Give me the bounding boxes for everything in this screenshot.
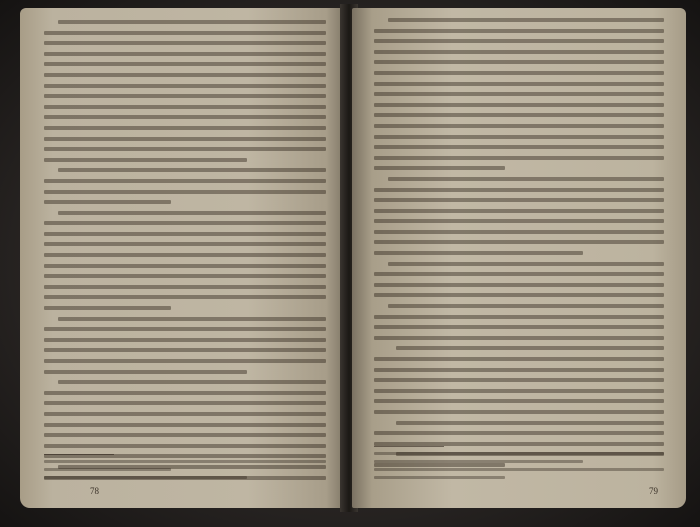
left-page-number: 78: [90, 486, 99, 496]
right-footnote-rule: [374, 446, 444, 447]
left-footnote-rule: [44, 454, 114, 455]
left-page-body-text: [44, 20, 326, 486]
left-footnotes: [44, 460, 326, 484]
left-page: [20, 8, 346, 508]
right-footnotes: [374, 452, 664, 484]
right-page-number: 79: [649, 486, 658, 496]
right-page-body-text: [374, 18, 664, 474]
right-page: [352, 8, 686, 508]
